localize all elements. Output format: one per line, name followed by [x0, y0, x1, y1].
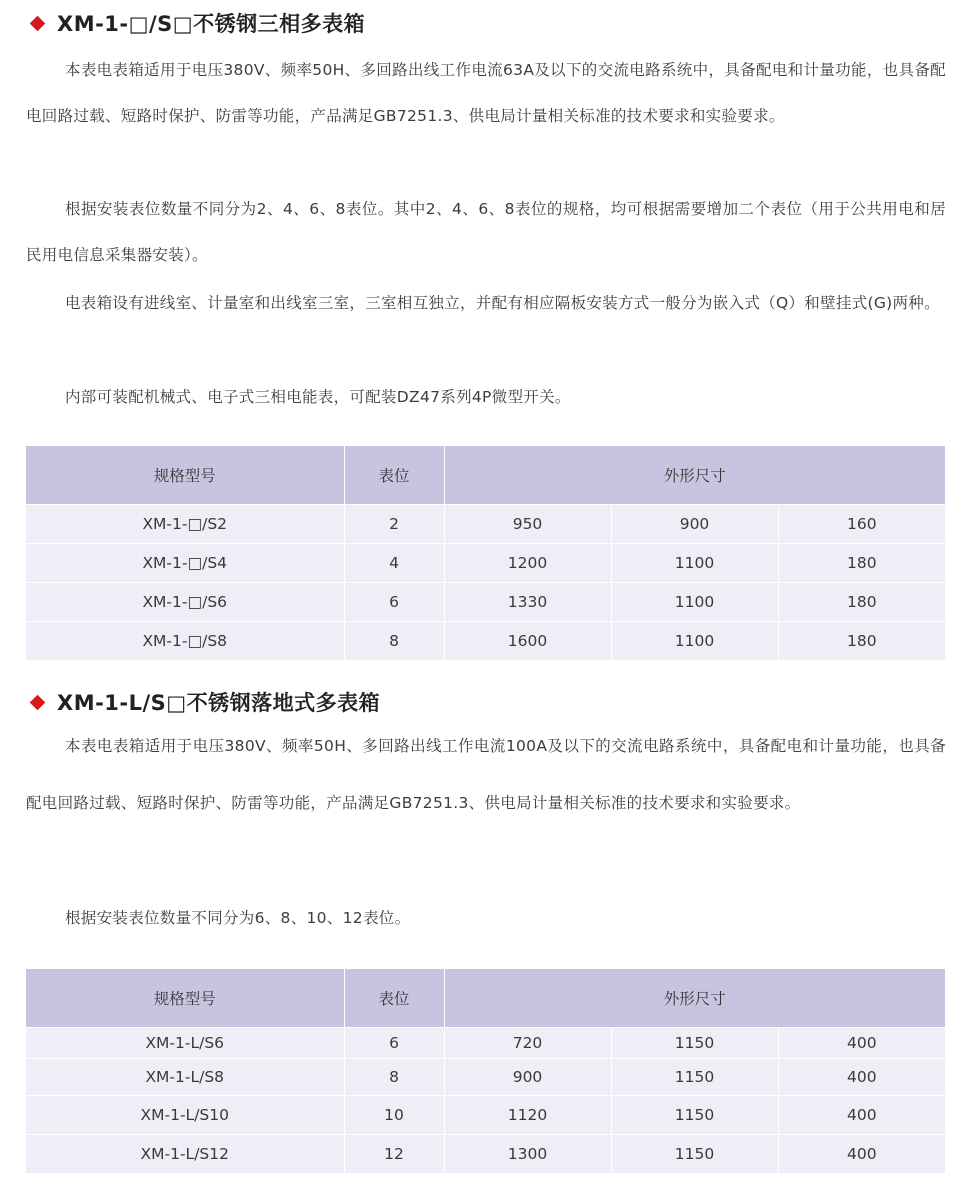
cell-height: 1120	[444, 1096, 611, 1135]
section-1-spec-table	[26, 446, 945, 660]
cell-height: 950	[444, 505, 611, 544]
cell-width: 1100	[611, 583, 778, 622]
cell-height: 1600	[444, 622, 611, 661]
table-row	[26, 1028, 945, 1059]
cell-height: 1200	[444, 544, 611, 583]
cell-width: 1150	[611, 1135, 778, 1174]
section-1-title-text: XM-1-□/S□不锈钢三相多表箱	[57, 12, 366, 36]
diamond-bullet-icon	[30, 694, 46, 710]
cell-width: 1150	[611, 1028, 778, 1059]
cell-positions: 8	[344, 622, 444, 661]
cell-model: XM-1-L/S10	[26, 1096, 344, 1135]
section-1-paragraph-1: 本表电表箱适用于电压380V、频率50H、多回路出线工作电流63A及以下的交流电路系统中，具备配电和计量功能，也具备配电回路过载、短路时保护、防雷等功能，产品满足GB7251.3、供电局计量相关标准的技术要求和实验要求。	[26, 61, 946, 125]
section-2-title	[32, 687, 380, 717]
table-header-row	[26, 446, 945, 505]
cell-model: XM-1-□/S8	[26, 622, 344, 661]
table-row	[26, 583, 945, 622]
cell-depth: 400	[778, 1096, 945, 1135]
header-dimensions: 外形尺寸	[444, 446, 945, 505]
cell-model: XM-1-L/S8	[26, 1059, 344, 1096]
cell-width: 1150	[611, 1059, 778, 1096]
cell-width: 1100	[611, 544, 778, 583]
cell-depth: 180	[778, 583, 945, 622]
table-row	[26, 622, 945, 661]
cell-width: 900	[611, 505, 778, 544]
cell-height: 1300	[444, 1135, 611, 1174]
cell-model: XM-1-L/S12	[26, 1135, 344, 1174]
cell-height: 720	[444, 1028, 611, 1059]
header-meter-positions: 表位	[344, 969, 444, 1028]
cell-model: XM-1-L/S6	[26, 1028, 344, 1059]
cell-depth: 160	[778, 505, 945, 544]
section-1-paragraph-4: 内部可装配机械式、电子式三相电能表，可配装DZ47系列4P微型开关。	[65, 388, 571, 406]
cell-height: 1330	[444, 583, 611, 622]
cell-width: 1100	[611, 622, 778, 661]
diamond-bullet-icon	[30, 15, 46, 31]
table-header-row	[26, 969, 945, 1028]
cell-depth: 180	[778, 544, 945, 583]
cell-depth: 180	[778, 622, 945, 661]
cell-depth: 400	[778, 1059, 945, 1096]
table-row	[26, 1096, 945, 1135]
cell-positions: 8	[344, 1059, 444, 1096]
cell-model: XM-1-□/S6	[26, 583, 344, 622]
section-2-title-text: XM-1-L/S□不锈钢落地式多表箱	[57, 691, 381, 715]
header-model: 规格型号	[26, 446, 344, 505]
cell-model: XM-1-□/S4	[26, 544, 344, 583]
section-1-paragraph-3: 电表箱设有进线室、计量室和出线室三室，三室相互独立，并配有相应隔板安装方式一般分为嵌入式（Q）和壁挂式(G)两种。	[65, 294, 940, 312]
header-meter-positions: 表位	[344, 446, 444, 505]
cell-model: XM-1-□/S2	[26, 505, 344, 544]
section-1-title	[32, 8, 365, 38]
cell-positions: 2	[344, 505, 444, 544]
table-row	[26, 544, 945, 583]
cell-positions: 4	[344, 544, 444, 583]
table-row	[26, 1135, 945, 1174]
section-2-paragraph-1: 本表电表箱适用于电压380V、频率50H、多回路出线工作电流100A及以下的交流电路系统中，具备配电和计量功能，也具备配电回路过载、短路时保护、防雷等功能，产品满足GB7251.3、供电局计量相关标准的技术要求和实验要求。	[26, 737, 946, 812]
cell-positions: 6	[344, 1028, 444, 1059]
section-2-paragraph-2: 根据安装表位数量不同分为6、8、10、12表位。	[65, 909, 411, 927]
cell-depth: 400	[778, 1028, 945, 1059]
cell-positions: 6	[344, 583, 444, 622]
cell-positions: 12	[344, 1135, 444, 1174]
section-2-spec-table	[26, 969, 945, 1173]
table-row	[26, 505, 945, 544]
header-model: 规格型号	[26, 969, 344, 1028]
table-row	[26, 1059, 945, 1096]
header-dimensions: 外形尺寸	[444, 969, 945, 1028]
cell-positions: 10	[344, 1096, 444, 1135]
section-1-paragraph-2: 根据安装表位数量不同分为2、4、6、8表位。其中2、4、6、8表位的规格，均可根据需要增加二个表位（用于公共用电和居民用电信息采集器安装）。	[26, 200, 946, 264]
cell-depth: 400	[778, 1135, 945, 1174]
cell-width: 1150	[611, 1096, 778, 1135]
cell-height: 900	[444, 1059, 611, 1096]
